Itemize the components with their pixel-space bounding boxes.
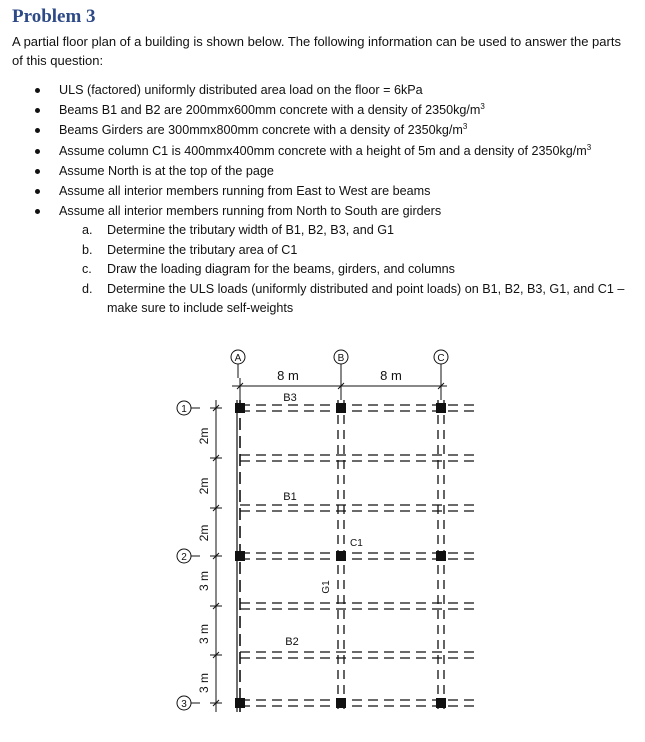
column <box>235 698 245 708</box>
dim-row-2: 2m <box>197 477 211 495</box>
question-b: b. Determine the tributary area of C1 <box>82 242 298 257</box>
svg-text:B: B <box>337 353 345 364</box>
question-a: a. Determine the tributary width of B1, B2, B3, and G1 <box>82 223 395 237</box>
column <box>436 698 446 708</box>
problem-intro: A partial floor plan of a building is shown below. The following information can be used to answer the parts of this question: <box>12 34 621 68</box>
list-item: Beams B1 and B2 are 200mmx600mm concrete with a density of $2350kg/m^3$ <box>0 100 640 120</box>
question-c: c. Draw the loading diagram for the beams, girders, and columns <box>82 262 455 276</box>
column <box>235 403 245 413</box>
list-item: Assume column C1 is 400mmx400mm concrete with a height of 5m and a density of $2350kg/m^3$ <box>0 141 640 161</box>
label-b3: B3 <box>283 392 297 404</box>
column <box>336 551 346 561</box>
grid-bubble-a <box>231 350 245 364</box>
grid-bubble-3 <box>177 696 191 710</box>
list-item: Assume North is at the top of the page <box>0 161 640 181</box>
label-b1: B1 <box>283 491 297 503</box>
column <box>436 403 446 413</box>
column <box>436 551 446 561</box>
grid-bubble-c <box>434 350 448 364</box>
plan-lines <box>191 364 475 712</box>
span-label-bc: 8 m <box>380 368 402 383</box>
label-g1: G1 <box>321 580 332 594</box>
label-b2: B2 <box>285 636 299 648</box>
dim-row-5: 3 m <box>197 623 211 645</box>
grid-bubble-2 <box>177 549 191 563</box>
problem-title: Problem 3 <box>12 6 96 27</box>
list-item: Beams Girders are 300mmx800mm concrete with a density of $2350kg/m^3$ <box>0 120 640 140</box>
grid-bubble-1 <box>177 401 191 415</box>
column <box>336 698 346 708</box>
dim-row-3: 2m <box>197 524 211 542</box>
dim-row-6: 3 m <box>197 672 211 694</box>
dim-row-1: 2m <box>197 427 211 445</box>
question-d: d. Determine the ULS loads (uniformly distributed and point loads) on B1, B2, B3, G1, and C1 – make sure to include self-weights <box>82 281 625 315</box>
svg-text:A: A <box>234 353 242 364</box>
svg-text:3: 3 <box>181 699 187 710</box>
list-item: Assume all interior members running from East to West are beams <box>0 181 640 201</box>
dim-row-4: 3 m <box>197 570 211 592</box>
list-item: ULS (factored) uniformly distributed area load on the floor = 6kPa <box>0 80 640 100</box>
column <box>235 551 245 561</box>
svg-text:2: 2 <box>181 552 187 563</box>
svg-text:1: 1 <box>181 404 187 415</box>
span-label-ab: 8 m <box>277 368 299 383</box>
label-c1: C1 <box>350 538 363 549</box>
list-item: Assume all interior members running from North to South are girders <box>0 201 640 221</box>
column <box>336 403 346 413</box>
svg-text:C: C <box>437 353 445 364</box>
grid-bubble-b <box>334 350 348 364</box>
